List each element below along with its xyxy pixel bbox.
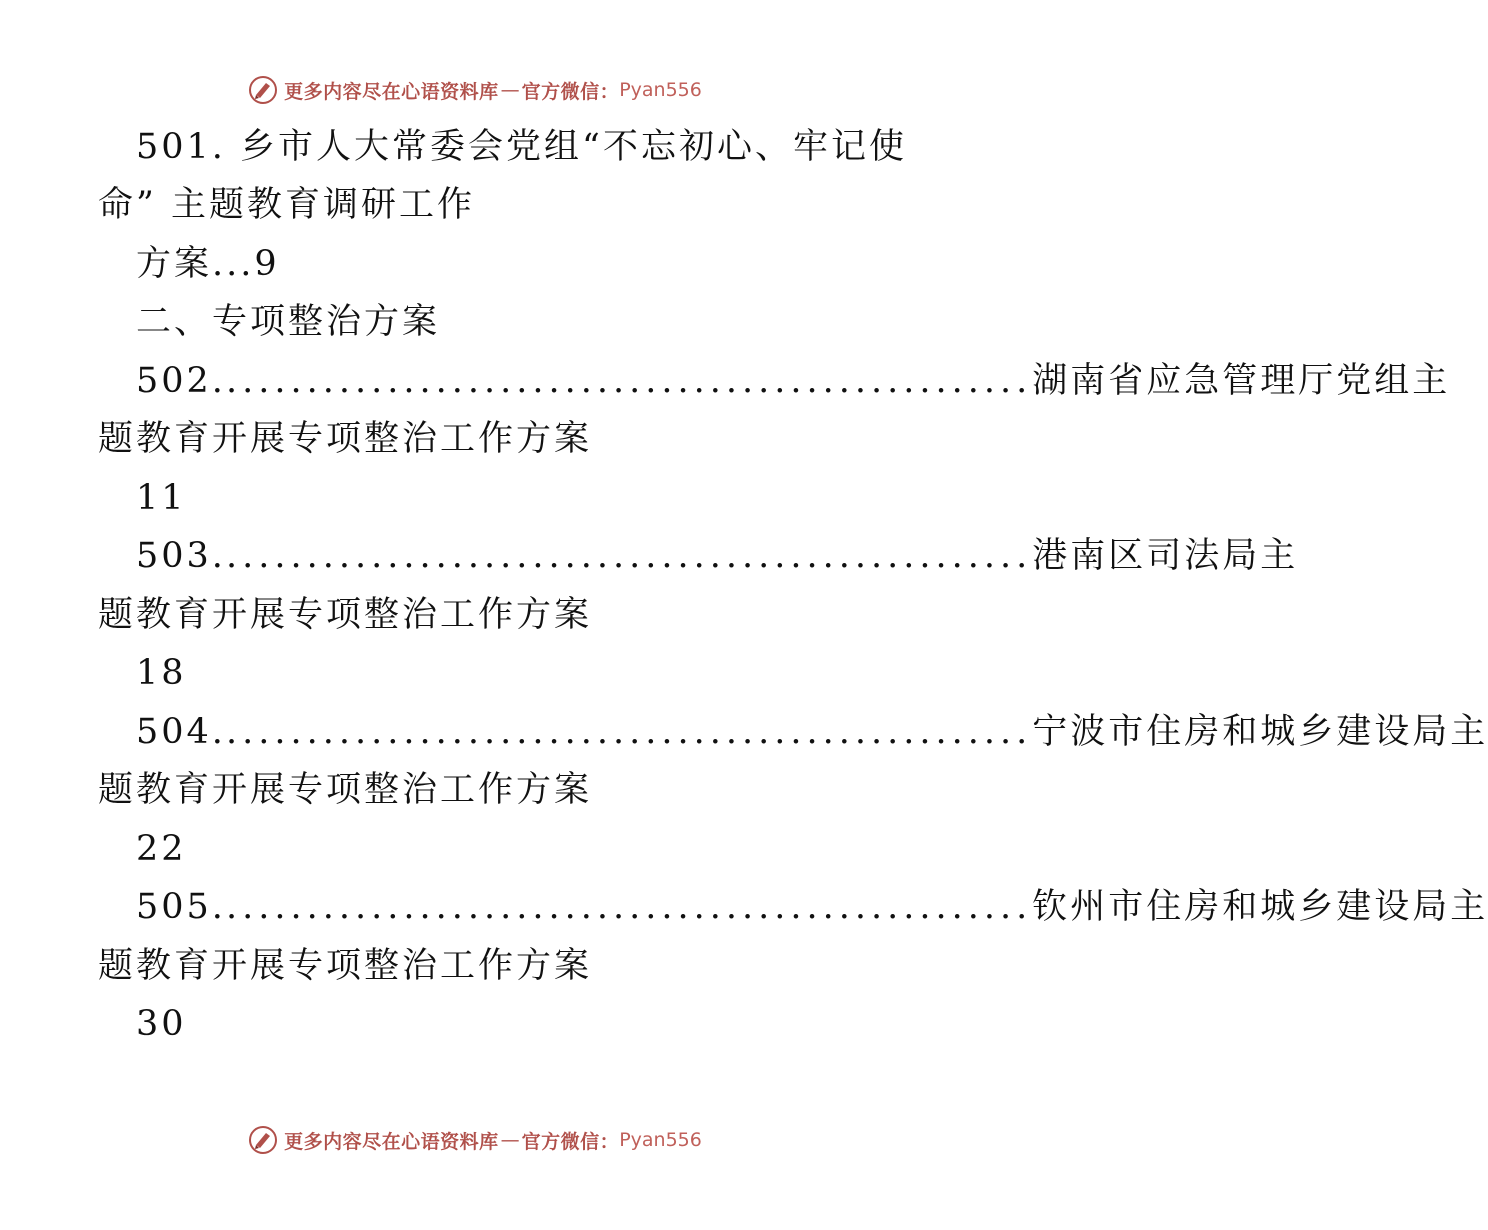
- toc-entry-501-line1: 501. 乡市人大常委会党组“不忘初心、牢记使: [136, 127, 907, 167]
- toc-entry-504: [136, 703, 1488, 761]
- leader-dots: ..................................................: [225, 887, 1033, 927]
- leader-dots: ..................................................: [225, 361, 1033, 401]
- entry-number: 505.: [136, 887, 226, 927]
- watermark-separator: —: [500, 79, 520, 101]
- toc-entry-502-title-cont: 题教育开展专项整治工作方案: [98, 419, 593, 459]
- entry-title: 宁波市住房和城乡建设局主: [1032, 712, 1488, 752]
- pen-logo-icon: [248, 1125, 278, 1155]
- toc-entry-505-page: 30: [136, 1004, 187, 1044]
- toc-entry-503-page: 18: [136, 653, 187, 693]
- toc-entry-504-title-cont: 题教育开展专项整治工作方案: [98, 770, 593, 810]
- toc-entry-501-line2: 命” 主题教育调研工作: [98, 185, 476, 225]
- watermark-id: Pyan556: [619, 79, 702, 101]
- footer-watermark: [0, 1120, 950, 1160]
- toc-entry-502-page: 11: [136, 478, 187, 518]
- header-watermark: [0, 70, 950, 110]
- toc-entry-502: [136, 352, 1451, 410]
- pen-logo-icon: [248, 75, 278, 105]
- watermark-separator: —: [500, 1129, 520, 1151]
- entry-number: 503.: [136, 536, 226, 576]
- toc-entry-503: [136, 527, 1299, 585]
- entry-title: 钦州市住房和城乡建设局主: [1032, 887, 1488, 927]
- entry-title: 港南区司法局主: [1032, 536, 1299, 576]
- watermark-text: 更多内容尽在心语资料库: [284, 1130, 499, 1153]
- toc-entry-505-title-cont: 题教育开展专项整治工作方案: [98, 946, 593, 986]
- leader-dots: ..................................................: [225, 712, 1033, 752]
- watermark-id: Pyan556: [619, 1129, 702, 1151]
- entry-title: 湖南省应急管理厅党组主: [1032, 361, 1451, 401]
- watermark-label: 官方微信：: [521, 80, 620, 103]
- section-heading: 二、专项整治方案: [136, 302, 441, 342]
- leader-dots: ..................................................: [225, 536, 1033, 576]
- entry-number: 504.: [136, 712, 226, 752]
- watermark-label: 官方微信：: [521, 1130, 620, 1153]
- toc-entry-503-title-cont: 题教育开展专项整治工作方案: [98, 595, 593, 635]
- watermark-text: 更多内容尽在心语资料库: [284, 80, 499, 103]
- toc-entry-504-page: 22: [136, 829, 187, 869]
- toc-entry-505: [136, 878, 1488, 936]
- toc-entry-501-line3: 方案...9: [136, 244, 280, 284]
- entry-number: 502.: [136, 361, 226, 401]
